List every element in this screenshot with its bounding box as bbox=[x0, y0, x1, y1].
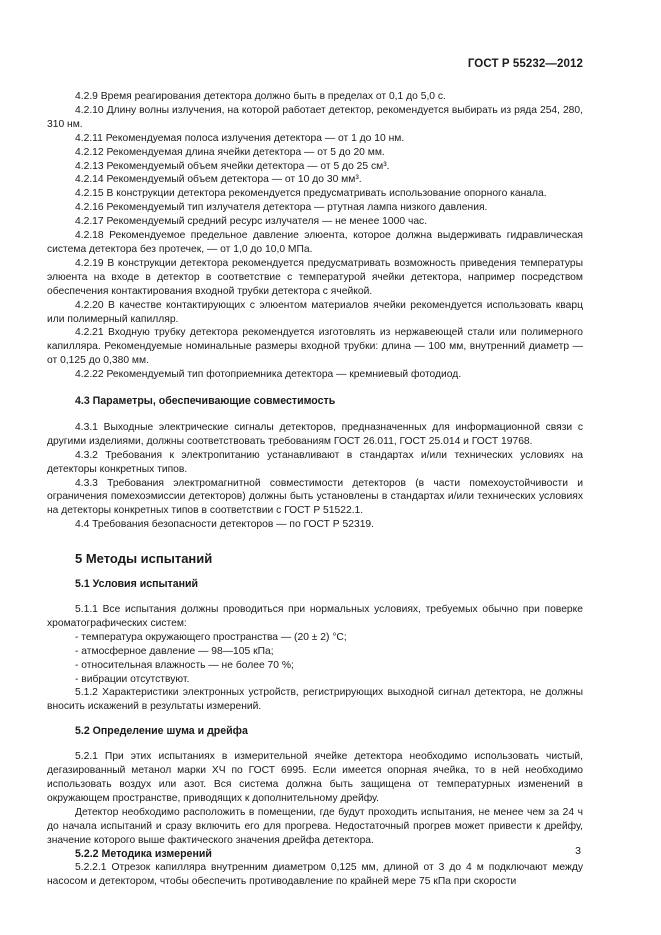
page-number: 3 bbox=[575, 845, 581, 857]
clause-5-1-1: 5.1.1 Все испытания должны проводиться при нормальных условиях, требуемых обычно при поверке хроматографических систем: bbox=[47, 604, 583, 629]
clause-4-2-16: 4.2.16 Рекомендуемый тип излучателя детектора — ртутная лампа низкого давления. bbox=[75, 202, 488, 214]
section-5-heading: 5 Методы испытаний bbox=[75, 551, 213, 567]
clause-4-2-14: 4.2.14 Рекомендуемый объем детектора — от 10 до 30 мм³. bbox=[75, 174, 362, 186]
clause-5-2-1: 5.2.1 При этих испытаниях в измерительной ячейке детектора необходимо использовать чистый, дегазированный метанол марки ХЧ по ГОСТ 6995. Если имеется опорная ячейка, то в ней необходимо использовать воздух или азот. Вся система должна быть защищена от температурных изменений в окружающем пространстве, приводящих к дополнительному дрейфу. bbox=[47, 751, 583, 804]
clause-4-2-20: 4.2.20 В качестве контактирующих с элюентом материалов ячейки рекомендуется использовать кварц или полимерный капилляр. bbox=[47, 299, 583, 325]
clause-4-2-12: 4.2.12 Рекомендуемая длина ячейки детектора — от 5 до 20 мм. bbox=[75, 146, 385, 158]
condition-item: - вибрации отсутствуют. bbox=[75, 673, 190, 685]
clause-4-2-11: 4.2.11 Рекомендуемая полоса излучения детектора — от 1 до 10 нм. bbox=[75, 132, 405, 144]
clause-4-2-13: 4.2.13 Рекомендуемый объем ячейки детектора — от 5 до 25 см³. bbox=[75, 160, 390, 172]
section-5-2-2-heading: 5.2.2 Методика измерений bbox=[75, 847, 212, 860]
clause-4-2-17: 4.2.17 Рекомендуемый средний ресурс излучателя — не менее 1000 час. bbox=[75, 216, 428, 228]
clause-4-4: 4.4 Требования безопасности детекторов — по ГОСТ Р 52319. bbox=[75, 519, 375, 531]
section-4-3-heading: 4.3 Параметры, обеспечивающие совместимость bbox=[75, 395, 336, 408]
document-id-header: ГОСТ Р 55232—2012 bbox=[467, 58, 583, 70]
condition-item: - атмосферное давление — 98—105 кПа; bbox=[75, 645, 274, 657]
clause-4-2-9: 4.2.9 Время реагирования детектора должно быть в пределах от 0,1 до 5,0 с. bbox=[75, 91, 446, 102]
section-5-2-heading: 5.2 Определение шума и дрейфа bbox=[75, 725, 248, 738]
document-body bbox=[47, 90, 583, 889]
clause-4-2-21: 4.2.21 Входную трубку детектора рекомендуется изготовлять из нержавеющей стали или полимерного капилляра. Рекомендуемые номинальные размеры входной трубки: длина — 100 мм, внутренний диаметр — от 0,125 до 0,380 мм. bbox=[47, 327, 583, 367]
condition-item: - относительная влажность — не более 70 %; bbox=[75, 659, 294, 671]
clause-4-2-19: 4.2.19 В конструкции детектора рекомендуется предусматривать возможность приведения температуры элюента на входе в детектор в соответствие с температурой ячейки детектора, например посредством обеспечения контактирования входной трубки детектора с ячейкой. bbox=[47, 257, 583, 297]
clause-4-3-1: 4.3.1 Выходные электрические сигналы детекторов, предназначенных для информационной связи с другими изделиями, должны соответствовать требованиям ГОСТ 26.011, ГОСТ 25.014 и ГОСТ 19768. bbox=[47, 421, 583, 447]
clause-4-2-22: 4.2.22 Рекомендуемый тип фотоприемника детектора — кремниевый фотодиод. bbox=[75, 369, 462, 381]
clause-4-2-10: 4.2.10 Длину волны излучения, на которой работает детектор, рекомендуется выбирать из ряда 254, 280, 310 нм. bbox=[47, 104, 583, 130]
condition-item: - температура окружающего пространства — (20 ± 2) °С; bbox=[75, 631, 347, 643]
clause-4-3-3: 4.3.3 Требования электромагнитной совместимости детекторов (в части помехоустойчивости и ограничения помехоэмиссии детекторов) должны быть установлены в стандартах и/или технических условиях на детекторы конкретных типов в соответствии с ГОСТ Р 51522.1. bbox=[47, 477, 583, 517]
clause-4-3-2: 4.3.2 Требования к электропитанию устанавливают в стандартах и/или технических условиях на детекторы конкретных типов. bbox=[47, 449, 583, 475]
clause-5-2-1-continued: Детектор необходимо расположить в помещении, где будут проходить испытания, не менее чем за 24 ч до начала испытаний и сразу включить его для прогрева. Недостаточный прогрев может привести к дрейфу, значение которого выше фактического значения дрейфа детектора. bbox=[47, 806, 583, 846]
clause-5-2-2-1: 5.2.2.1 Отрезок капилляра внутренним диаметром 0,125 мм, длиной от 3 до 4 м подключают между насосом и детектором, чтобы обеспечить противодавление по крайней мере 75 кПа при скорости bbox=[47, 862, 583, 888]
clause-5-1-2: 5.1.2 Характеристики электронных устройств, регистрирующих выходной сигнал детектора, не должны вносить искажений в результаты измерений. bbox=[47, 687, 583, 713]
clause-4-2-18: 4.2.18 Рекомендуемое предельное давление элюента, которое должна выдерживать гидравлическая система детектора без протечек, — от 1,0 до 10,0 МПа. bbox=[47, 230, 583, 255]
section-5-1-heading: 5.1 Условия испытаний bbox=[75, 578, 199, 591]
clause-4-2-15: 4.2.15 В конструкции детектора рекомендуется предусматривать использование опорного канала. bbox=[75, 188, 547, 200]
